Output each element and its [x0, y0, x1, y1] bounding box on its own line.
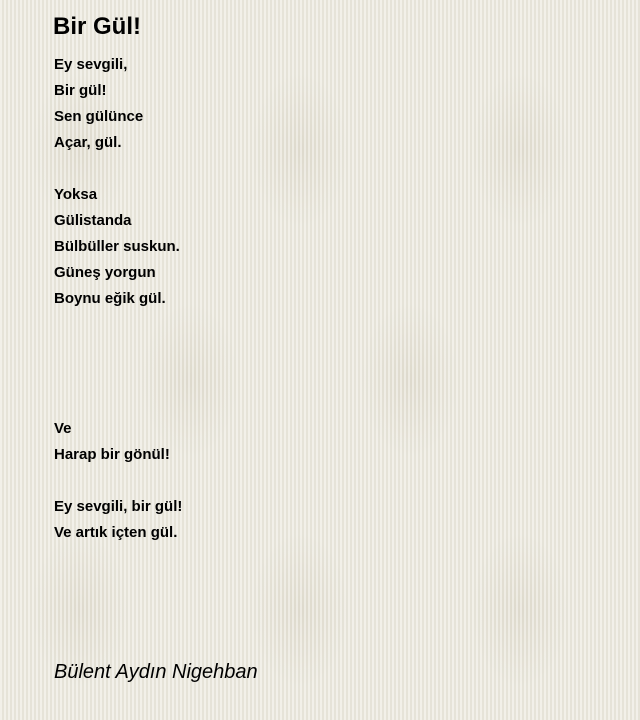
- poem-line: Harap bir gönül!: [54, 446, 170, 463]
- poem-line: Yoksa: [54, 186, 98, 203]
- poem-blank-line: [54, 338, 614, 364]
- poem-author: Bülent Aydın Nigehban: [54, 661, 258, 683]
- poem-line: Gülistanda: [54, 212, 132, 229]
- poem-line: Boynu eğik gül.: [54, 290, 166, 307]
- poem-line: Bülbüller suskun.: [54, 238, 180, 255]
- poem-body: [54, 52, 614, 546]
- poem-blank-line: [54, 156, 614, 182]
- poem-title: Bir Gül!: [53, 13, 141, 40]
- poem-line: Açar, gül.: [54, 134, 122, 151]
- poem-blank-line: [54, 468, 614, 494]
- poem-line: Sen gülünce: [54, 108, 144, 125]
- poem-line: Güneş yorgun: [54, 264, 156, 281]
- poem-line: Ey sevgili,: [54, 56, 128, 73]
- poem-blank-line: [54, 390, 614, 416]
- poem-blank-line: [54, 364, 614, 390]
- poem-blank-line: [54, 312, 614, 338]
- poem-line: Ve: [54, 420, 72, 437]
- poem-line: Ve artık içten gül.: [54, 524, 178, 541]
- poem-line: Ey sevgili, bir gül!: [54, 498, 183, 515]
- poem-line: Bir gül!: [54, 82, 107, 99]
